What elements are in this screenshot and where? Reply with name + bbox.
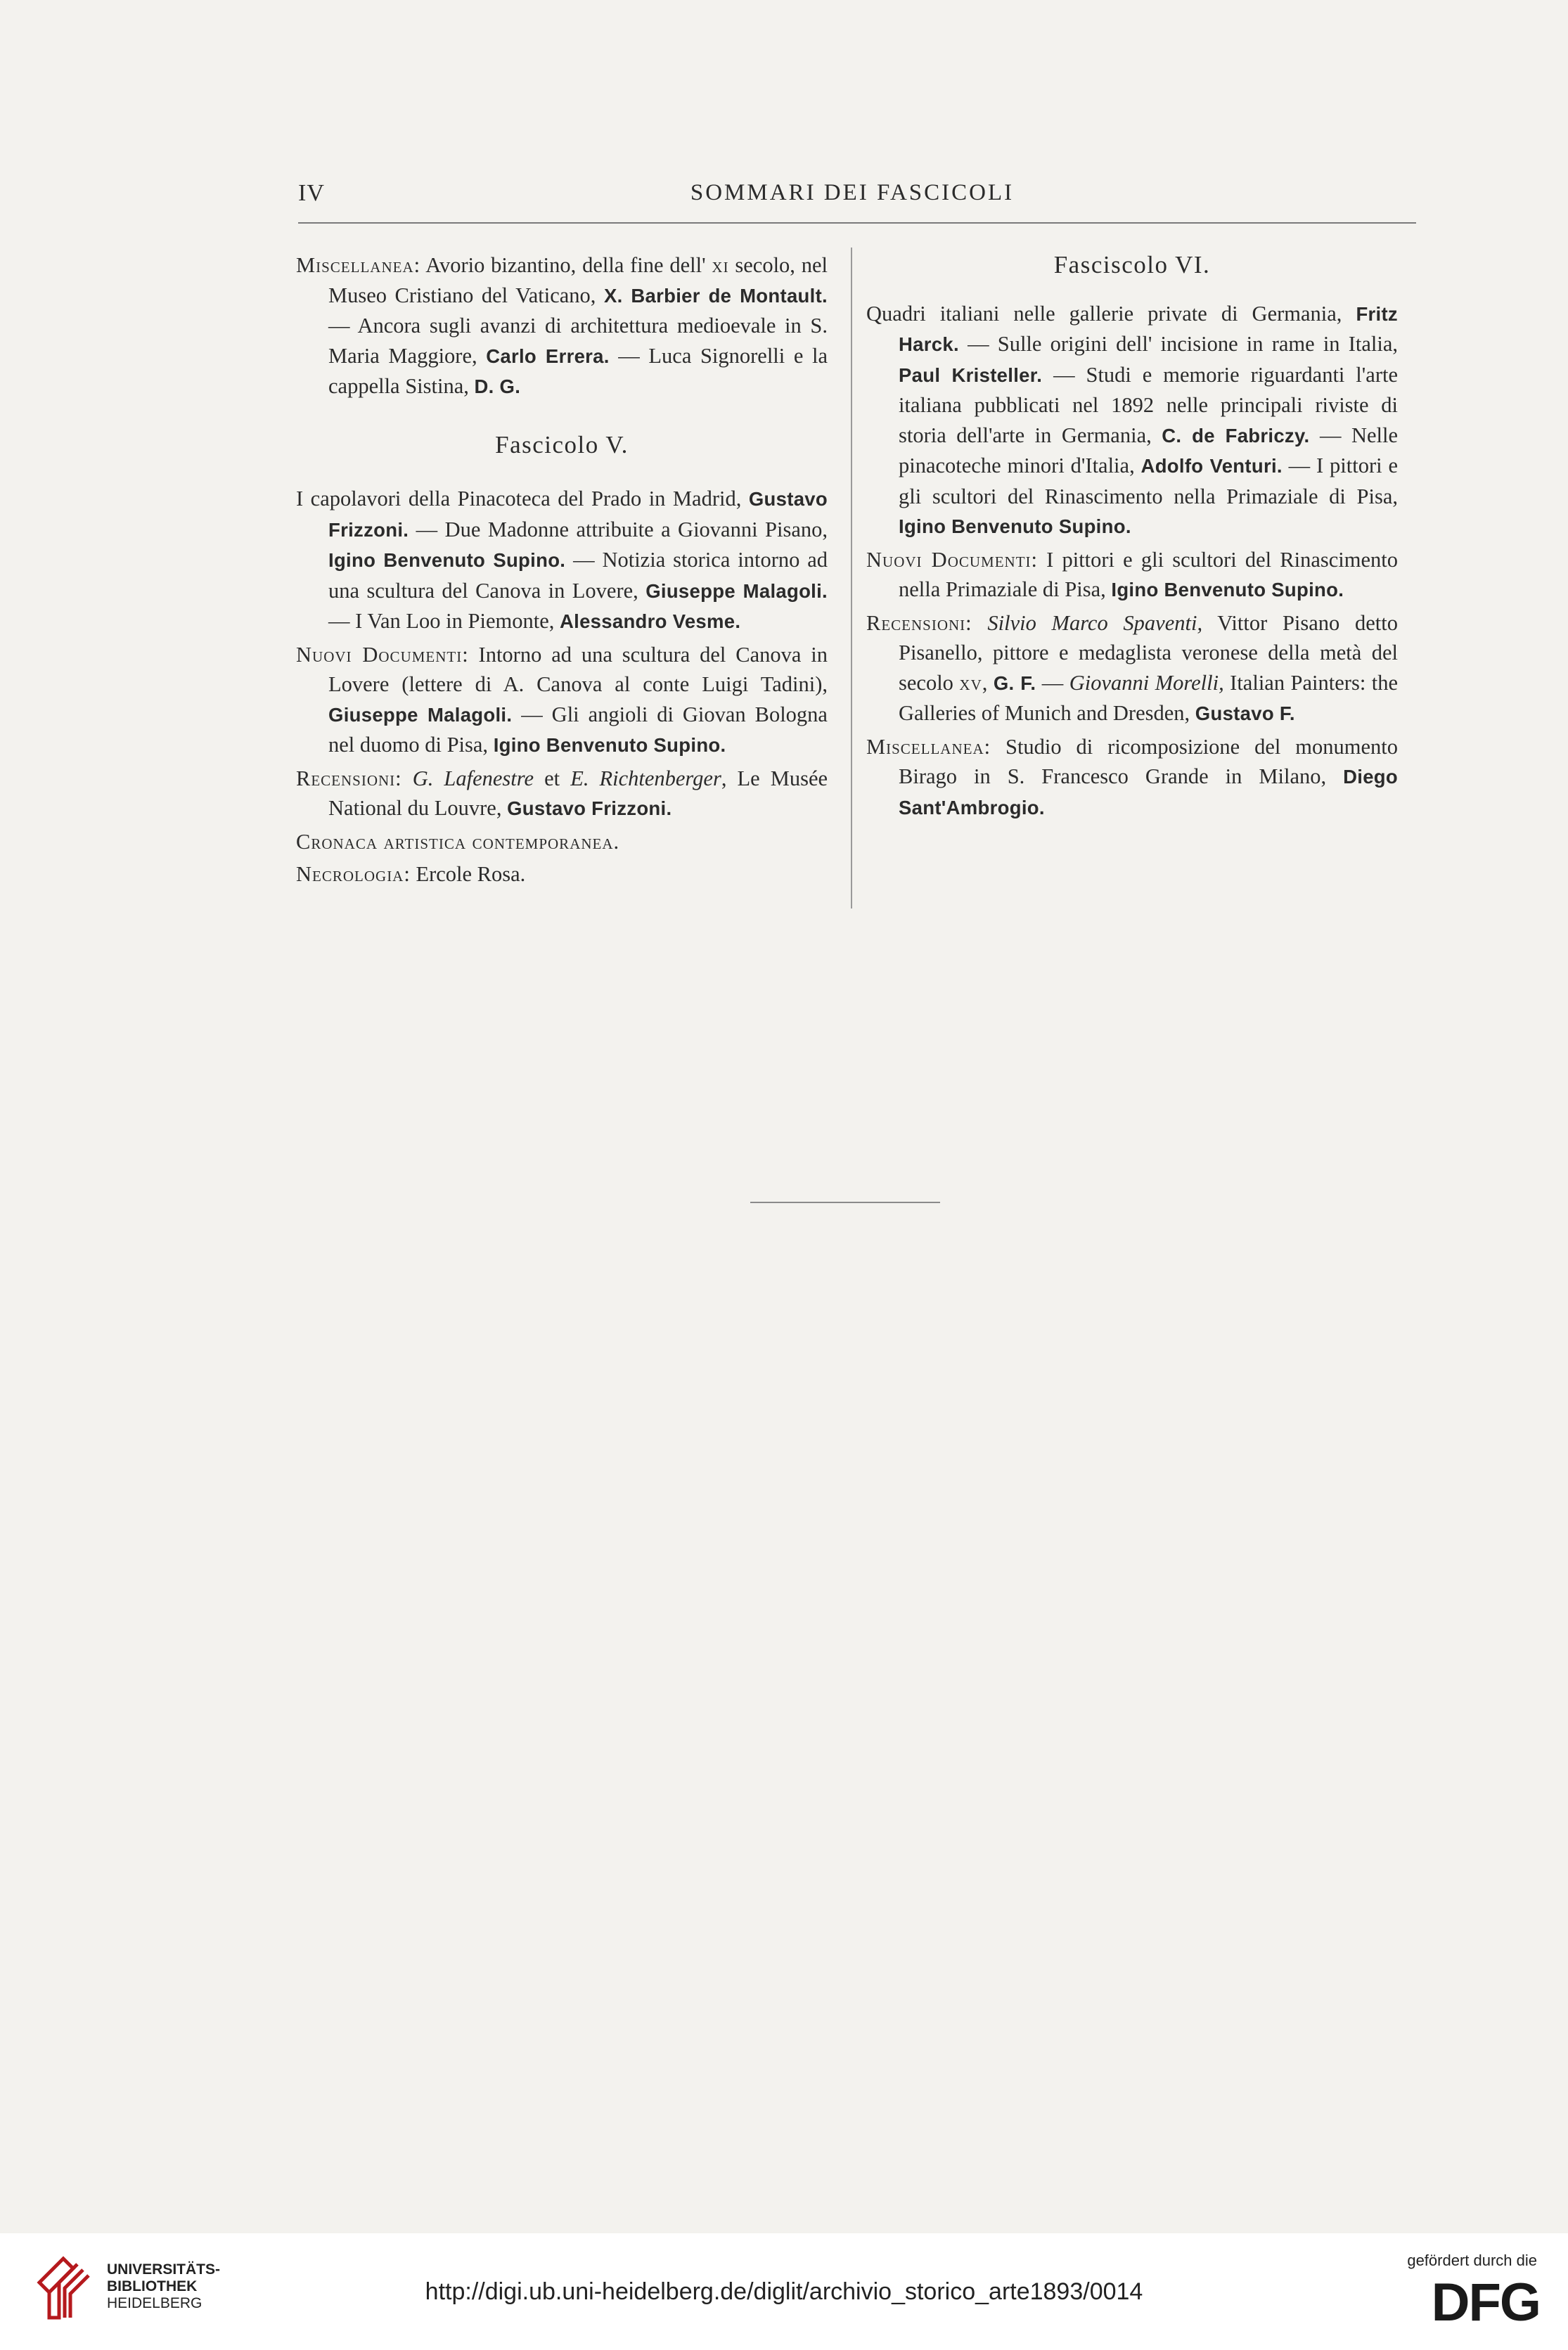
section-label: Miscellanea: [296, 253, 421, 277]
author-name: Diego Sant'Ambrogio. [899, 766, 1398, 818]
entry-articles-fasc6: Quadri italiani nelle gallerie private di Germania, Fritz Harck. — Sulle origini dell' incisione in rame in Italia, Paul Kristeller. — Studi e memorie riguardanti l'arte italiana pubblicati nel 1892 nelle principali riviste di storia dell'arte in Germania, C. de Fabriczy. — Nelle pinacoteche minori d'Italia, Adolfo Venturi. — I pittori e gli scultori del Rinascimento nella Primaziale di Pisa, Igino Benvenuto Supino. [866, 301, 1398, 537]
library-name: UNIVERSITÄTS- BIBLIOTHEK HEIDELBERG [107, 2261, 221, 2311]
author-name: Igino Benvenuto Supino. [328, 549, 566, 571]
author-name: C. de Fabriczy. [1162, 424, 1310, 447]
author-name: Igino Benvenuto Supino. [493, 734, 726, 756]
entry-nuovi-documenti-fasc5: Nuovi Documenti: Intorno ad una scultura del Canova in Lovere (lettere di A. Canova al conte Luigi Tadini), Giuseppe Malagoli. — Gli angioli di Giovan Bologna nel duomo di Pisa, Igino Benvenuto Supino. [296, 642, 828, 757]
page-number: IV [298, 180, 325, 206]
entry-recensioni-fasc6: Recensioni: Silvio Marco Spaventi, Vittor Pisano detto Pisanello, pittore e medaglista veronese della metà del secolo xv, G. F. — Giovanni Morelli, Italian Painters: the Galleries of Munich and Dresden, Gustavo F. [866, 610, 1399, 725]
author-name: Fritz Harck. [899, 302, 1398, 355]
end-rule [750, 1202, 940, 1203]
entry-nuovi-documenti-fasc6: Nuovi Documenti: I pittori e gli scultori del Rinascimento nella Primaziale di Pisa, Igino Benvenuto Supino. [866, 547, 1398, 601]
author-name: Giuseppe Malagoli. [645, 579, 828, 602]
author-name: Gustavo Frizzoni. [328, 488, 828, 541]
author-name: Adolfo Venturi. [1140, 455, 1283, 477]
author-name: Carlo Errera. [486, 345, 610, 367]
entry-miscellanea-fasc4: Miscellanea: Avorio bizantino, della fine dell' xi secolo, nel Museo Cristiano del Vaticano, X. Barbier de Montault. — Ancora sugli avanzi di architettura medioevale in S. Maria Maggiore, Carlo Errera. — Luca Signorelli e la cappella Sistina, D. G. [296, 253, 828, 398]
author-name: Gustavo Frizzoni. [507, 797, 672, 819]
entry-miscellanea-fasc6: Miscellanea: Studio di ricomposizione del monumento Birago in S. Francesco Grande in Milano, Diego Sant'Ambrogio. [866, 734, 1398, 818]
author-name: Giuseppe Malagoli. [328, 703, 513, 726]
digitization-footer [0, 2233, 1568, 2350]
author-name: Paul Kristeller. [899, 364, 1043, 386]
author-name: D. G. [474, 375, 521, 397]
heading-fascicolo-vi: Fasciscolo VI. [1053, 251, 1211, 278]
author-name: X. Barbier de Montault. [603, 284, 828, 307]
column-divider [851, 248, 852, 908]
entry-necrologia: Necrologia: Ercole Rosa. [296, 862, 526, 886]
author-name: G. F. [993, 672, 1036, 694]
funding-caption: gefördert durch die [1407, 2252, 1537, 2269]
dfg-logo-icon [1401, 2277, 1541, 2326]
section-label: Nuovi Documenti: [296, 642, 469, 667]
running-header [298, 180, 1406, 222]
author-name: Gustavo F. [1195, 702, 1295, 724]
dfg-logo-text: DFG [1431, 2277, 1540, 2326]
section-label: Cronaca artistica contemporanea. [296, 829, 620, 854]
header-rule [298, 222, 1416, 224]
section-label: Recensioni: [866, 610, 972, 635]
author-name: Igino Benvenuto Supino. [899, 515, 1131, 537]
author-name: Igino Benvenuto Supino. [1111, 579, 1344, 601]
source-url-link[interactable]: http://digi.ub.uni-heidelberg.de/diglit/archivio_storico_arte1893/0014 [425, 2278, 1143, 2305]
author-name: Alessandro Vesme. [559, 610, 741, 632]
section-label: Miscellanea: [866, 734, 991, 759]
right-column [866, 250, 1398, 826]
entry-cronaca [296, 827, 828, 857]
heading-fascicolo-v: Fascicolo V. [495, 430, 629, 458]
section-label: Necrologia: [296, 862, 411, 886]
entry-recensioni-fasc5: Recensioni: G. Lafenestre et E. Richtenberger, Le Musée National du Louvre, Gustavo Frizzoni. [296, 766, 828, 820]
section-label: Nuovi Documenti: [866, 547, 1038, 572]
left-column [296, 250, 828, 892]
section-label: Recensioni: [296, 766, 402, 790]
running-title: SOMMARI DEI FASCICOLI [690, 180, 1015, 205]
entry-articles-fasc5: I capolavori della Pinacoteca del Prado in Madrid, Gustavo Frizzoni. — Due Madonne attribuite a Giovanni Pisano, Igino Benvenuto Supino. — Notizia storica intorno ad una scultura del Canova in Lovere, Giuseppe Malagoli. — I Van Loo in Piemonte, Alessandro Vesme. [296, 487, 828, 633]
